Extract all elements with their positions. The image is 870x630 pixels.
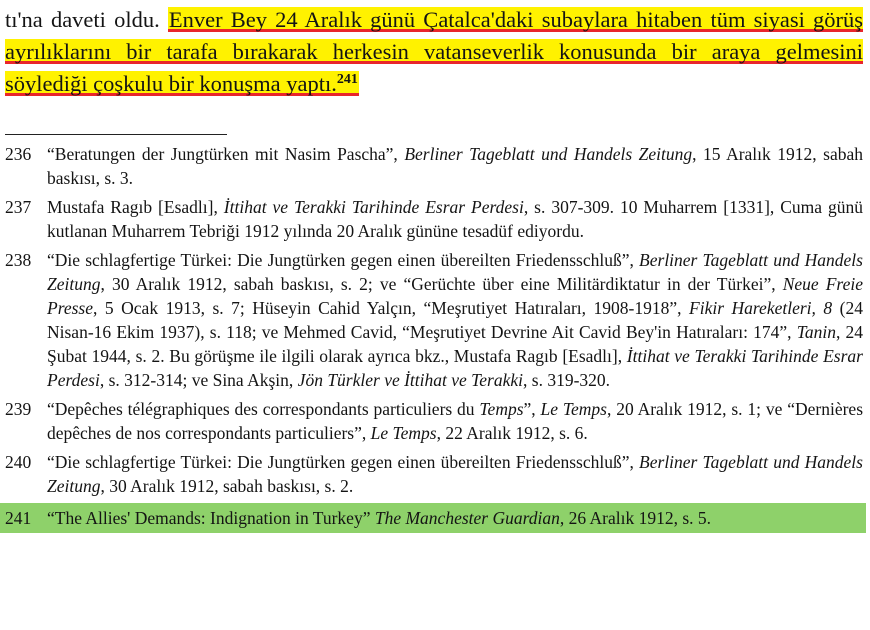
footnote-italic: Fikir Hareketleri, 8 — [689, 298, 833, 318]
footnote-text: “Die schlagfertige Türkei: Die Jungtürken gegen einen übereilten Friedensschluß”, — [47, 250, 640, 270]
footnote-239 — [5, 397, 863, 445]
highlighted-text: Enver Bey 24 Aralık günü Çatalca'daki subaylara hitaben tüm siyasi görüş ayrılıklarını bir tarafa bırakarak herkesin vatanseverlik konusunda bir araya gelmesini söylediği çoşkulu bir konuşma yaptı. — [5, 7, 863, 96]
body-lead-text: tı'na daveti oldu. — [5, 7, 160, 32]
footnotes-list — [5, 142, 863, 538]
footnote-number: 241 — [5, 508, 32, 528]
footnote-text: , s. 319-320. — [523, 370, 611, 390]
footnote-238 — [5, 248, 863, 392]
footnote-number: 237 — [5, 197, 32, 217]
footnote-text: , 22 Aralık 1912, s. 6. — [436, 423, 588, 443]
footnote-number: 239 — [5, 399, 32, 419]
footnote-italic: Temps — [479, 399, 524, 419]
footnote-text: , 20 Aralık 1912, s. 1; ve “Dernières depêches de nos correspondants particuliers”, — [47, 399, 864, 443]
body-paragraph — [5, 4, 863, 100]
footnote-italic: Berliner Tageblatt und Handels Zeitung — [47, 250, 863, 294]
footnote-text: “Depêches télégraphiques des correspondants particuliers du — [47, 399, 480, 419]
footnote-reference[interactable]: 241 — [336, 72, 358, 87]
footnote-italic: Jön Türkler ve İttihat ve Terakki — [297, 370, 524, 390]
footnote-italic: Le Temps — [540, 399, 607, 419]
footnote-italic: Neue Freie Presse — [47, 274, 863, 318]
footnote-italic: Berliner Tageblatt und Handels Zeitung — [47, 452, 863, 496]
footnote-text: “Beratungen der Jungtürken mit Nasim Pascha”, — [47, 144, 405, 164]
footnote-text: ”, — [523, 399, 541, 419]
footnote-text: , 30 Aralık 1912, sabah baskısı, s. 2. — [100, 476, 354, 496]
footnote-text: , 15 Aralık 1912, sabah baskısı, s. 3. — [47, 144, 864, 188]
footnote-text: , s. 307-309. 10 Muharrem [1331], Cuma günü kutlanan Muharrem Tebriği 1912 yılında 20 Aralık gününe tesadüf ediyordu. — [47, 197, 863, 241]
footnote-italic: Tanin — [796, 322, 836, 342]
footnote-text: , 5 Ocak 1913, s. 7; Hüseyin Cahid Yalçın, “Meşrutiyet Hatıraları, 1908-1918”, — [93, 298, 690, 318]
footnote-separator — [5, 134, 227, 135]
footnote-text: “Die schlagfertige Türkei: Die Jungtürken gegen einen übereilten Friedensschluß”, — [47, 452, 640, 472]
footnote-text: , 30 Aralık 1912, sabah baskısı, s. 2; ve “Gerüchte über eine Militärdiktatur in der Türkei”, — [100, 274, 783, 294]
footnote-number: 238 — [5, 250, 32, 270]
footnote-italic: İttihat ve Terakki Tarihinde Esrar Perdesi — [47, 346, 863, 390]
footnote-italic: The Manchester Guardian — [374, 508, 560, 528]
footnote-236 — [5, 142, 863, 190]
footnote-number: 236 — [5, 144, 32, 164]
footnote-text: Mustafa Ragıb [Esadlı], — [47, 197, 224, 217]
footnote-240 — [5, 450, 863, 498]
footnote-237 — [5, 195, 863, 243]
footnote-italic: Le Temps — [370, 423, 437, 443]
footnote-text: “The Allies' Demands: Indignation in Turkey” — [47, 508, 375, 528]
footnote-text: , 24 Şubat 1944, s. 2. Bu görüşme ile ilgili olarak ayrıca bkz., Mustafa Ragıb [Esadlı], — [47, 322, 863, 366]
footnote-241-highlighted — [0, 503, 866, 533]
footnote-italic: Berliner Tageblatt und Handels Zeitung — [404, 144, 693, 164]
footnote-text: (24 Nisan-16 Ekim 1937), s. 118; ve Mehmed Cavid, “Meşrutiyet Devrine Ait Cavid Bey'in Hatıraları: 174”, — [47, 298, 863, 342]
footnote-number: 240 — [5, 452, 32, 472]
footnote-italic: İttihat ve Terakki Tarihinde Esrar Perdesi — [223, 197, 524, 217]
footnote-text: , 26 Aralık 1912, s. 5. — [559, 508, 712, 528]
footnote-text: , s. 312-314; ve Sina Akşin, — [99, 370, 298, 390]
